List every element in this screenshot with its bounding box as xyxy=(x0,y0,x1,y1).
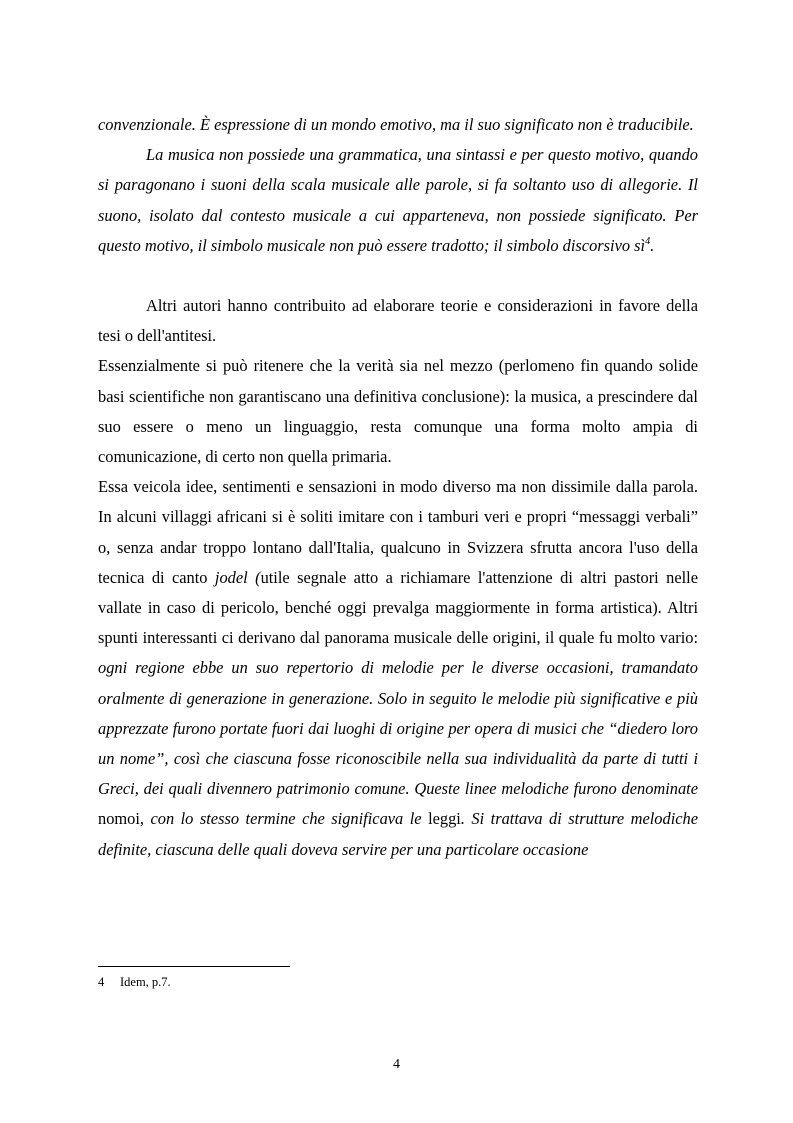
quotation-text-2: , con lo stesso termine che significava xyxy=(139,809,410,829)
term-jodel: jodel ( xyxy=(214,567,261,587)
page-number: 4 xyxy=(393,1057,400,1072)
footnote-reference: 4 xyxy=(645,235,651,247)
quotation-text-3: le xyxy=(409,809,429,829)
paragraph-1-text: convenzionale. È espressione di un mondo emotivo, ma il suo significato non è traducibile. xyxy=(98,115,694,134)
footnote-separator xyxy=(98,966,290,967)
footnote xyxy=(98,974,698,990)
paragraph-3-text: Altri autori hanno contribuito ad elaborare teorie e considerazioni in favore della tesi o dell'antitesi. xyxy=(98,296,698,346)
term-nomoi: nomoi xyxy=(98,809,140,829)
paragraph-2-end: . xyxy=(650,235,655,255)
paragraph-4-text: Essenzialmente si può ritenere che la verità sia nel mezzo (perlomeno fin quando solide basi scientifiche non garantiscano una definitiva conclusione): la musica, a prescindere dal suo essere o meno un linguaggio, resta comunque una forma molto ampia di comunicazione, di certo non quella primaria. xyxy=(98,356,698,467)
paragraph-gap xyxy=(98,261,698,291)
page-body xyxy=(98,110,698,865)
quotation-text-4: . Si trattava di strutture melodiche definite, ciascuna delle quali doveva servire per una particolare occasione xyxy=(98,809,698,859)
paragraph-5 xyxy=(98,472,698,865)
paragraph-1 xyxy=(98,110,698,140)
paragraph-4 xyxy=(98,351,698,472)
paragraph-3 xyxy=(98,291,698,351)
paragraph-5-text-b: utile segnale atto a richiamare l'attenzione di altri pastori nelle vallate in caso di pericolo, benché oggi prevalga maggiormente in forma artistica). Altri spunti interessanti ci derivano dal panorama musicale delle origini, il quale fu molto vario: xyxy=(98,567,698,648)
paragraph-5-text-a: Essa veicola idee, sentimenti e sensazioni in modo diverso ma non dissimile dalla parola. In alcuni villaggi africani si è soliti imitare con i tamburi veri e propri “messaggi verbali” o, senza andar troppo lontano dall'Italia, qualcuno in Svizzera sfrutta ancora l'uso della tecnica di canto xyxy=(98,477,698,587)
quotation-text: ogni regione ebbe un suo repertorio di melodie per le diverse occasioni, tramandato oralmente di generazione in generazione. Solo in seguito le melodie più significative e più apprezzate furono portate fuori dai luoghi di origine per opera di musici che “diedero loro un nome”, così che ciascuna fosse riconoscibile nella sua individualità da parte di tutti i Greci, dei quali divennero patrimonio comune. Queste linee melodiche furono denominate xyxy=(98,658,698,799)
footnote-text: Idem, p.7. xyxy=(120,975,171,989)
paragraph-2-text: La musica non possiede una grammatica, una sintassi e per questo motivo, quando si paragonano i suoni della scala musicale alle parole, si fa soltanto uso di allegorie. Il suono, isolato dal contesto musicale a cui apparteneva, non possiede significato. Per questo motivo, il simbolo musicale non può essere tradotto; il simbolo discorsivo sì xyxy=(98,145,698,255)
footnote-number: 4 xyxy=(98,975,105,989)
paragraph-2 xyxy=(98,140,698,261)
term-leggi: leggi xyxy=(428,809,461,829)
